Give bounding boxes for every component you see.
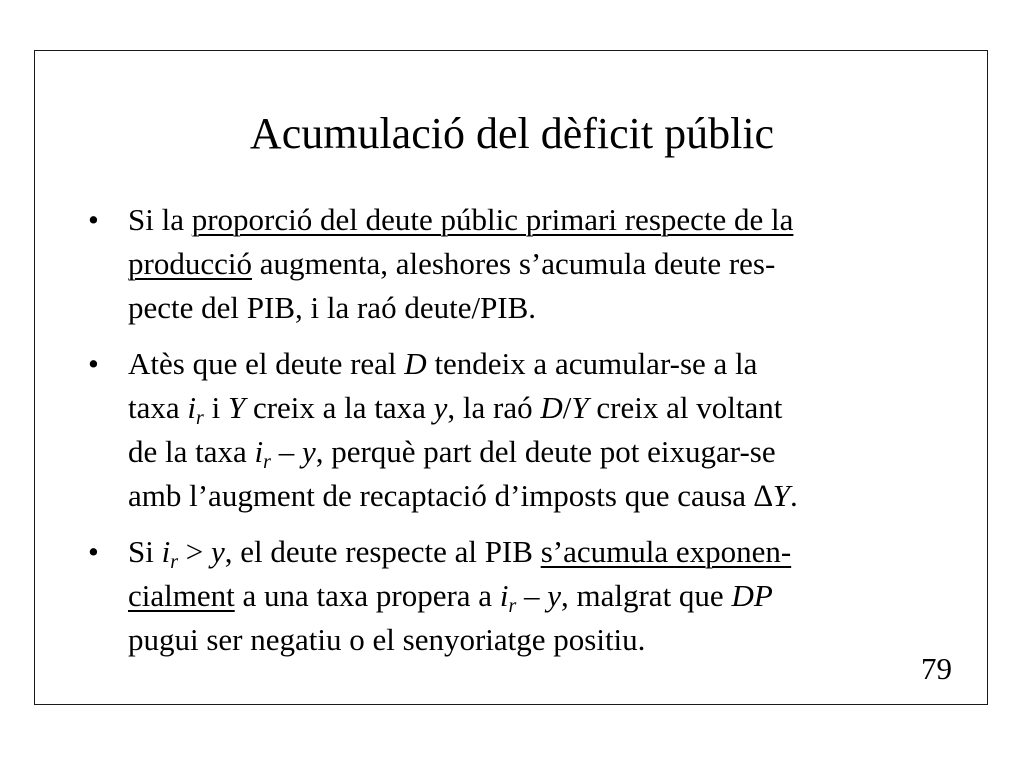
text-run: augmenta, aleshores s’acumula deute res- <box>251 246 776 281</box>
text-run: Y <box>571 390 589 425</box>
text-run: pugui ser negatiu o el senyoriatge positiu. <box>128 622 646 657</box>
page-number: 79 <box>921 651 952 686</box>
text-run: , malgrat que <box>561 578 732 613</box>
text-run: amb l’augment de recaptació d’imposts que causa <box>128 478 754 513</box>
bullet-line <box>128 242 938 286</box>
text-run: y <box>433 390 448 425</box>
text-run: , perquè part del deute pot eixugar-se <box>315 434 776 469</box>
text-run: Si la <box>128 202 192 237</box>
bullet-line <box>128 474 938 518</box>
bullet-line <box>128 386 938 430</box>
text-run: , la raó <box>447 390 541 425</box>
subscript-text: r <box>508 595 517 617</box>
text-run: DP <box>731 578 773 613</box>
subscript-text: r <box>196 407 204 429</box>
subscript-text: r <box>170 551 179 573</box>
text-run: y <box>211 534 225 569</box>
text-run: s’acumula exponen- <box>540 534 792 569</box>
text-run: , el deute respecte al PIB <box>224 534 541 569</box>
bullet-list <box>88 198 938 674</box>
text-run: Atès que el deute real <box>128 346 405 381</box>
text-run: Y <box>772 478 791 513</box>
text-run: pecte del PIB, i la raó deute/PIB. <box>128 290 537 325</box>
text-run: – <box>516 578 548 613</box>
text-run: / <box>562 390 572 425</box>
text-run: i <box>203 390 228 425</box>
text-run: y <box>547 578 561 613</box>
bullet-item <box>88 198 938 330</box>
text-run: D <box>404 346 427 381</box>
bullet-dot-icon: • <box>88 202 99 237</box>
text-run: Si <box>128 534 162 569</box>
text-run: cialment <box>128 578 235 613</box>
text-run: i <box>187 390 197 425</box>
text-run: i <box>161 534 171 569</box>
text-run: a una taxa propera a <box>234 578 500 613</box>
text-run: > <box>178 534 212 569</box>
bullet-line <box>128 530 938 574</box>
bullet-line <box>128 286 938 330</box>
text-run: D <box>540 390 563 425</box>
text-run: creix a la taxa <box>245 390 434 425</box>
text-run: de la taxa <box>128 434 255 469</box>
bullet-line <box>128 198 938 242</box>
subscript-text: r <box>263 451 271 473</box>
text-run: taxa <box>128 390 188 425</box>
text-run: ∆ <box>753 478 773 513</box>
text-run: y <box>301 434 316 469</box>
bullet-item <box>88 530 938 662</box>
text-run: – <box>270 434 302 469</box>
bullet-line <box>128 574 938 618</box>
slide-title: Acumulació del dèficit públic <box>249 109 775 158</box>
bullet-dot-icon: • <box>88 346 99 381</box>
text-run: tendeix a acumular-se a la <box>426 346 758 381</box>
text-run: . <box>790 478 798 513</box>
bullet-line <box>128 430 938 474</box>
bullet-line <box>128 342 938 386</box>
text-run: i <box>499 578 509 613</box>
text-run: Y <box>227 390 246 425</box>
bullet-line <box>128 618 938 662</box>
text-run: creix al voltant <box>588 390 783 425</box>
text-run: i <box>254 434 264 469</box>
bullet-dot-icon: • <box>88 534 99 569</box>
text-run: proporció del deute públic primari respecte de la <box>191 202 794 237</box>
text-run: producció <box>128 246 252 281</box>
bullet-item <box>88 342 938 518</box>
